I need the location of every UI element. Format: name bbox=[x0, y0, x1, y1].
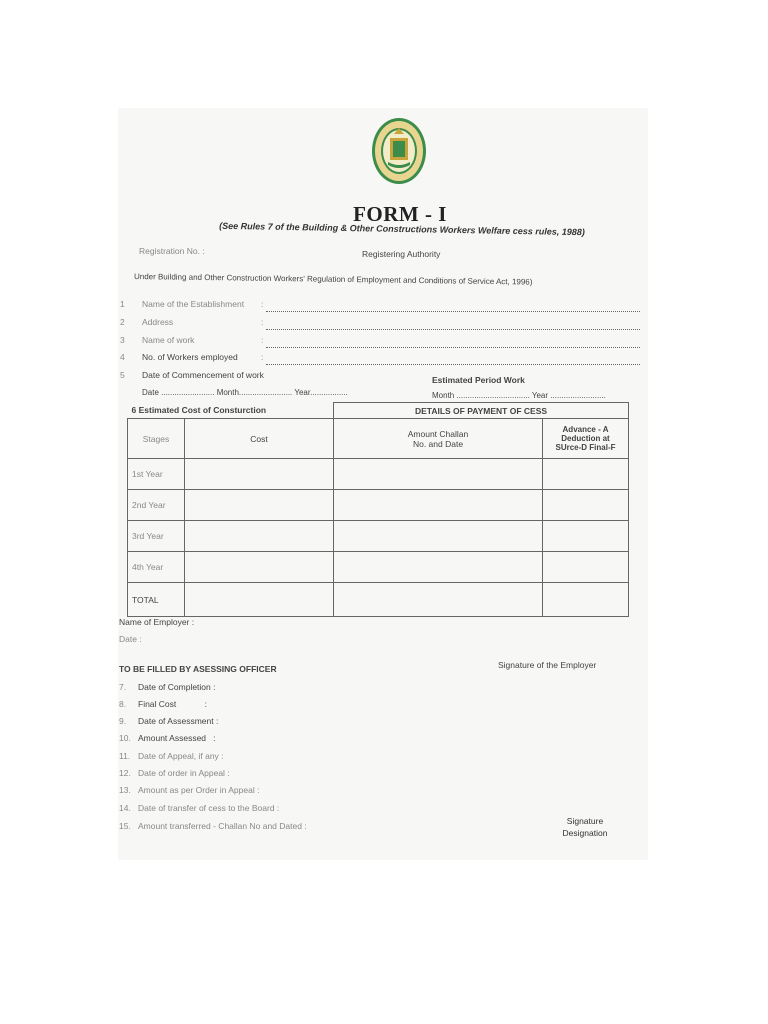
field-number: 2 bbox=[120, 317, 125, 327]
officer-item-number: 10. bbox=[119, 733, 131, 743]
advance-cell[interactable] bbox=[543, 459, 629, 490]
challan-cell[interactable] bbox=[334, 552, 543, 583]
officer-item-label: Date of Assessment : bbox=[138, 716, 219, 726]
employer-signature-label: Signature of the Employer bbox=[498, 660, 597, 670]
officer-heading: TO BE FILLED BY ASESSING OFFICER bbox=[119, 664, 277, 674]
advance-cell[interactable] bbox=[543, 583, 629, 617]
officer-item-label: Amount as per Order in Appeal : bbox=[138, 785, 260, 795]
employer-date-label: Date : bbox=[119, 634, 142, 644]
advance-cell[interactable] bbox=[543, 490, 629, 521]
header-advance: Advance - A Deduction at SUrce-D Final-F bbox=[543, 419, 629, 459]
advance-cell[interactable] bbox=[543, 521, 629, 552]
cost-cell[interactable] bbox=[185, 459, 334, 490]
act-line: Under Building and Other Construction Workers' Regulation of Employment and Conditions of Service Act, 1996) bbox=[133, 272, 533, 287]
registration-label: Registration No. : bbox=[139, 246, 205, 256]
cost-cell[interactable] bbox=[185, 490, 334, 521]
table-row: 1st Year bbox=[128, 459, 629, 490]
field-separator: : bbox=[261, 352, 264, 362]
field-number: 4 bbox=[120, 352, 125, 362]
field-label: No. of Workers employed bbox=[142, 352, 238, 362]
field-label: Address bbox=[142, 317, 174, 327]
officer-item-number: 14. bbox=[119, 803, 131, 813]
officer-signature-label: Signature bbox=[566, 816, 604, 826]
cess-payment-table bbox=[127, 402, 629, 617]
field-separator: : bbox=[261, 317, 264, 327]
header-amount-challan: Amount Challan No. and Date bbox=[334, 419, 543, 459]
form-subtitle: (See Rules 7 of the Building & Other Constructions Workers Welfare cess rules, 1988) bbox=[219, 220, 585, 238]
challan-cell[interactable] bbox=[334, 583, 543, 617]
telangana-emblem-logo bbox=[371, 116, 427, 186]
field-number: 5 bbox=[120, 370, 125, 380]
cost-cell[interactable] bbox=[185, 521, 334, 552]
officer-item-number: 8. bbox=[119, 699, 127, 709]
field-label: Name of the Establishment bbox=[142, 299, 245, 309]
table-right-title: DETAILS OF PAYMENT OF CESS bbox=[334, 403, 629, 419]
officer-item-number: 13. bbox=[119, 785, 131, 795]
officer-item-number: 12. bbox=[119, 768, 131, 778]
officer-item-label: Date of transfer of cess to the Board : bbox=[138, 803, 280, 813]
commencement-label: Date of Commencement of work bbox=[142, 370, 264, 380]
officer-item-label: Date of Completion : bbox=[138, 682, 216, 692]
table-row: 4th Year bbox=[128, 552, 629, 583]
officer-item-label: Amount transferred - Challan No and Dated : bbox=[138, 821, 307, 831]
advance-cell[interactable] bbox=[543, 552, 629, 583]
challan-cell[interactable] bbox=[334, 490, 543, 521]
officer-item-number: 11. bbox=[119, 751, 131, 761]
cost-cell[interactable] bbox=[185, 552, 334, 583]
fill-in-line[interactable] bbox=[266, 347, 640, 348]
table-left-title: 6 Estimated Cost of Consturction bbox=[128, 403, 334, 419]
estimated-period-line: Month ................................. Year ......................... bbox=[432, 391, 606, 400]
table-row-total: TOTAL bbox=[128, 583, 629, 617]
field-number: 1 bbox=[120, 299, 125, 309]
estimated-period-label: Estimated Period Work bbox=[432, 375, 525, 385]
table-row: 3rd Year bbox=[128, 521, 629, 552]
officer-item-label: Date of Appeal, if any : bbox=[138, 751, 224, 761]
fill-in-line[interactable] bbox=[266, 311, 640, 312]
officer-item-number: 9. bbox=[119, 716, 127, 726]
header-cost: Cost bbox=[185, 419, 334, 459]
officer-designation-label: Designation bbox=[562, 828, 608, 838]
employer-name-label: Name of Employer : bbox=[119, 617, 195, 627]
challan-cell[interactable] bbox=[334, 521, 543, 552]
fill-in-line[interactable] bbox=[266, 364, 640, 365]
field-separator: : bbox=[261, 335, 264, 345]
officer-item-label: Amount Assessed : bbox=[138, 733, 216, 743]
header-stages: Stages bbox=[128, 419, 185, 459]
authority-label: Registering Authority bbox=[362, 249, 441, 259]
officer-item-number: 7. bbox=[119, 682, 127, 692]
officer-item-label: Date of order in Appeal : bbox=[138, 768, 230, 778]
field-label: Name of work bbox=[142, 335, 195, 345]
cost-cell[interactable] bbox=[185, 583, 334, 617]
commencement-date-line: Date ........................ Month........................ Year................. bbox=[142, 388, 348, 397]
officer-item-number: 15. bbox=[119, 821, 131, 831]
challan-cell[interactable] bbox=[334, 459, 543, 490]
field-number: 3 bbox=[120, 335, 125, 345]
table-row: 2nd Year bbox=[128, 490, 629, 521]
form-title: FORM - I bbox=[353, 202, 447, 226]
field-separator: : bbox=[261, 299, 264, 309]
fill-in-line[interactable] bbox=[266, 329, 640, 330]
officer-item-label: Final Cost : bbox=[138, 699, 207, 709]
